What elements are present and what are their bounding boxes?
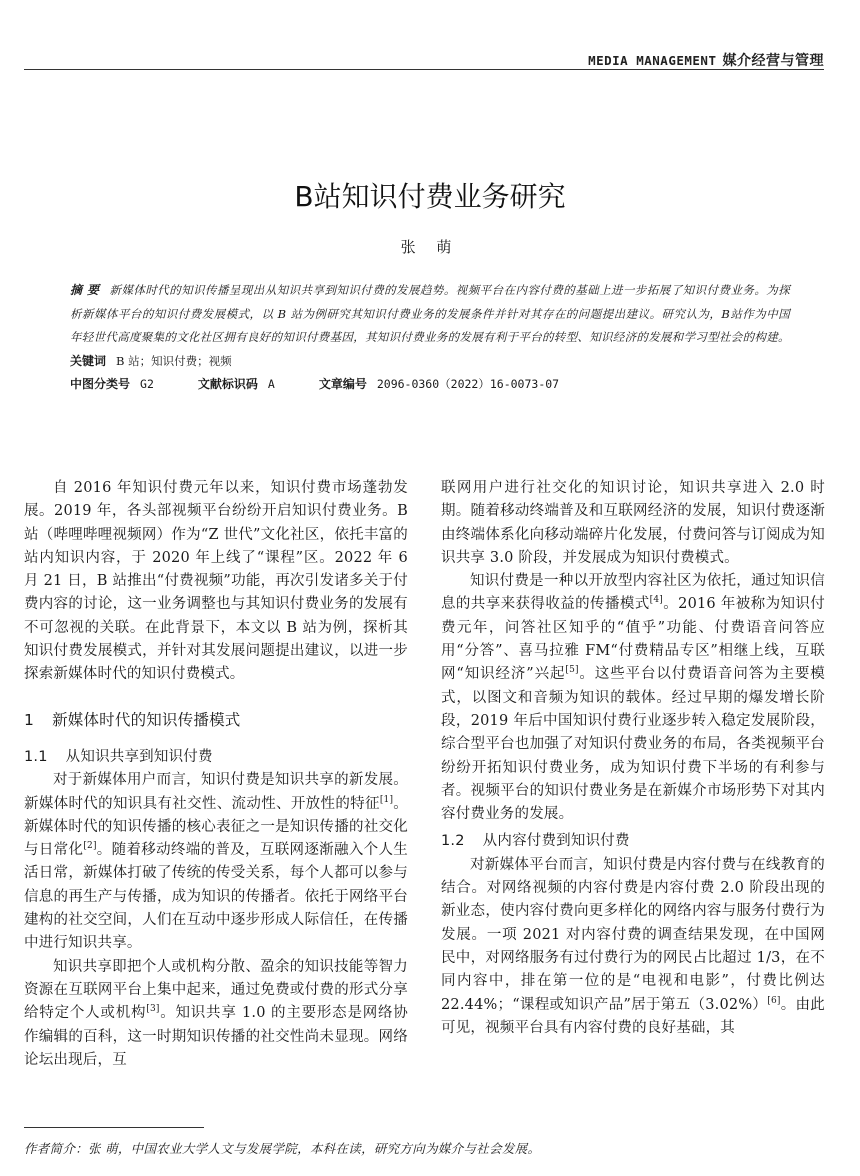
journal-name-en: MEDIA MANAGEMENT	[588, 53, 717, 68]
paragraph-2-text-a: 知识共享即把个人或机构分散、盈余的知识技能等智力资源在互联网平台上集中起来，通过免费或付费的形式分享给特定个人或机构	[24, 958, 408, 1022]
citation-1: [1]	[379, 794, 394, 805]
section-1-number: 1	[24, 710, 35, 729]
subsection-1-2-heading	[441, 830, 825, 853]
subsection-1-1-heading	[24, 746, 408, 769]
header-rule	[24, 69, 824, 70]
article-no-label: 文章编号	[318, 377, 367, 391]
paragraph-4-text-b: 。由此可见，视频平台具有内容付费的良好基础，其	[441, 996, 826, 1036]
doc-code-label: 文献标识码	[197, 377, 258, 391]
article-meta	[70, 279, 790, 397]
paragraph-3-text-b: 。2016 年被称为知识付费元年，问答社区知乎的“值乎”功能、付费语音问答应用“分答”、喜马拉雅 FM“付费精品专区”相继上线，互联网“知识经济”兴起	[441, 596, 825, 683]
subsection-1-1-number: 1.1	[24, 748, 48, 765]
article-no-value: 2096-0360（2022）16-0073-07	[376, 377, 560, 391]
clc-label: 中图分类号	[70, 377, 131, 391]
subsection-1-1-title: 从知识共享到知识付费	[65, 748, 213, 765]
paragraph-3-text-c: 。这些平台以付费语音问答为主要模式，以图文和音频为知识的载体。经过早期的爆发增长阶段，2019 年后中国知识付费行业逐步转入稳定发展阶段，综合型平台也加强了对知识付费业务的布局，各类视频平台纷纷开拓知识付费业务，成为知识付费下半场的有利参与者。视频平台的知识付费业务是在新媒介市场形势下对其内容付费业务的发展。	[441, 666, 825, 823]
paragraph-3-text-a: 知识付费是一种以开放型内容社区为依托，通过知识信息的共享来获得收益的传播模式	[441, 573, 825, 613]
continued-paragraph: 联网用户进行社交化的知识讨论，知识共享进入 2.0 时期。随着移动终端普及和互联网经济的发展，知识付费逐渐由终端体系化向移动端碎片化发展，付费问答与订阅成为知识共享 3.0 阶段，并发展成为知识付费模式。	[441, 480, 825, 566]
subsection-1-2-number: 1.2	[441, 833, 465, 850]
citation-2: [2]	[83, 841, 97, 852]
intro-paragraph: 自 2016 年知识付费元年以来，知识付费市场蓬勃发展。2019 年，各头部视频平台纷纷开启知识付费业务。B 站（哔哩哔哩视频网）作为“Z 世代”文化社区，依托丰富的站内知识内容，于 2020 年上线了“课程”区。2022 年 6 月 21 日，B 站推出“付费视频”功能，再次引发诸多关于付费内容的讨论，这一业务调整也与其知识付费业务的发展有不可忽视的关联。在此背景下，本文以 B 站为例，探析其知识付费发展模式，并针对其发展问题提出建议，以进一步探索新媒体时代的知识付费模式。	[24, 480, 408, 683]
right-column	[441, 477, 825, 1040]
paragraph-1-text-a: 对于新媒体用户而言，知识付费是知识共享的新发展。新媒体时代的知识具有社交性、流动性、开放性的特征	[24, 772, 408, 812]
keywords-row	[70, 350, 790, 374]
running-head	[588, 50, 824, 70]
citation-4: [4]	[649, 595, 664, 606]
citation-3: [3]	[146, 1004, 160, 1015]
paragraph-3	[441, 570, 825, 826]
classification-row	[70, 373, 790, 397]
article-title: B站知识付费业务研究	[294, 180, 566, 213]
section-1-title: 新媒体时代的知识传播模式	[52, 710, 241, 729]
abstract-label: 摘 要	[70, 283, 100, 297]
paragraph-4	[441, 854, 825, 1040]
left-column	[24, 477, 408, 1072]
paragraph-1	[24, 769, 408, 955]
subsection-1-2-title: 从内容付费到知识付费	[482, 833, 630, 850]
article-author: 张 萌	[400, 238, 460, 256]
section-1-heading	[24, 709, 408, 732]
keywords-label: 关键词	[70, 353, 107, 368]
paragraph-2-text-b: 。知识共享 1.0 的主要形态是网络协作编辑的百科，这一时期知识传播的社交性尚未显现。网络论坛出现后，互	[24, 1005, 409, 1068]
paragraph-1-text-b: 。新媒体时代的知识传播的核心表征之一是知识传播的社交化与日常化	[24, 795, 408, 859]
abstract-text: 新媒体时代的知识传播呈现出从知识共享到知识付费的发展趋势。视频平台在内容付费的基础上进一步拓展了知识付费业务。为探析新媒体平台的知识付费发展模式，以 B 站为例研究其知识付费业务的发展条件并针对其存在的问题提出建议。研究认为，B站作为中国年轻世代高度聚集的文化社区拥有良好的知识付费基因，其知识付费业务的发展有利于平台的转型、知识经济的发展和学习型社会的构建。	[70, 283, 791, 344]
keywords-text: B 站；知识付费；视频	[116, 353, 232, 368]
doc-code-value: A	[267, 377, 275, 391]
author-footnote: 作者简介：张 萌，中国农业大学人文与发展学院，本科在读，研究方向为媒介与社会发展。	[24, 1141, 541, 1156]
citation-6: [6]	[767, 995, 781, 1006]
citation-5: [5]	[565, 665, 579, 676]
paragraph-2	[24, 956, 408, 1072]
paragraph-4-text-a: 对新媒体平台而言，知识付费是内容付费与在线教育的结合。对网络视频的内容付费是内容付费 2.0 阶段出现的新业态，使内容付费向更多样化的网络内容与服务付费行为发展。一项 2021 对内容付费的调查结果发现，在中国网民中，对网络服务有过付费行为的网民占比超过 1/3，在不同内容中，排在第一位的是“电视和电影”，付费比例达 22.44%；“课程或知识产品”居于第五（3.02%）	[441, 856, 825, 1013]
footnote-rule	[24, 1127, 204, 1128]
journal-name-cn: 媒介经营与管理	[722, 53, 824, 69]
abstract	[70, 279, 790, 350]
paragraph-1-text-c: 。随着移动终端的普及，互联网逐渐融入个人生活日常，新媒体打破了传统的传受关系，每个人都可以参与信息的再生产与传播，成为知识的传播者。依托于网络平台建构的社交空间，人们在互动中逐步形成人际信任，在传播中进行知识共享。	[24, 842, 408, 952]
clc-value: G2	[140, 377, 154, 391]
